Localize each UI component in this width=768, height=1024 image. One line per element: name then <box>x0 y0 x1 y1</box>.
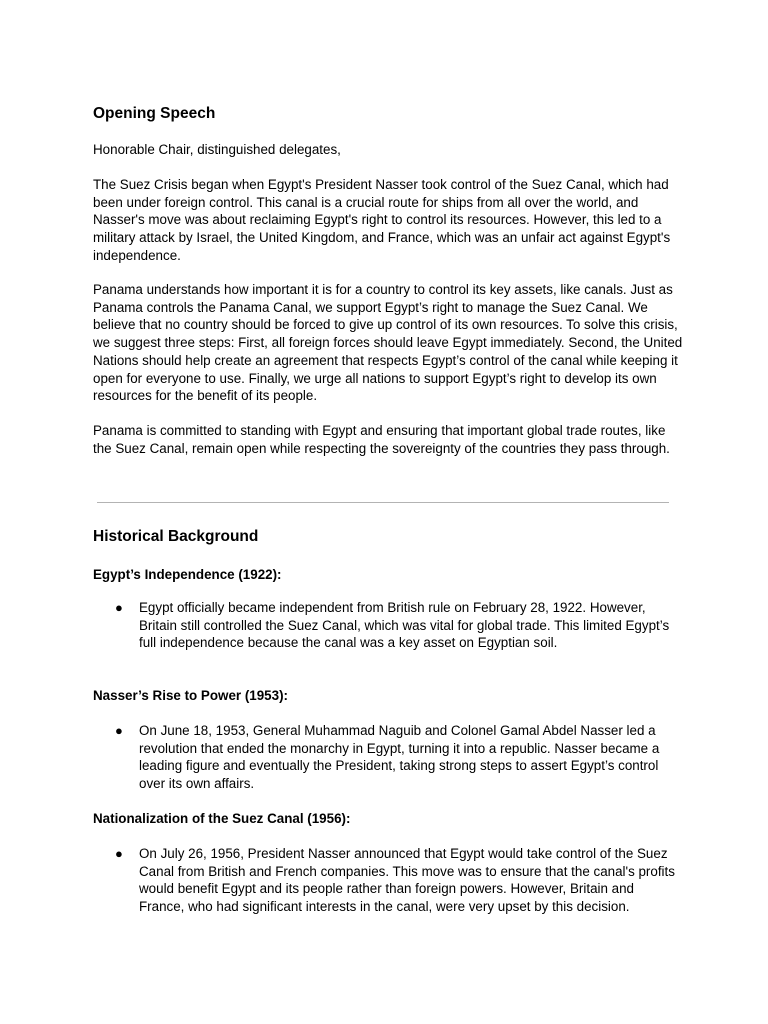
paragraph-panama-position: Panama understands how important it is for a country to control its key assets, like canals. Just as Panama controls the Panama Canal, we support Egypt’s right to manage the Suez Canal. We believe that no country should be forced to give up control of its own resources. To solve this crisis, we suggest three steps: First, all foreign forces should leave Egypt immediately. Second, the United Nations should help create an agreement that respects Egypt’s control of the canal while keeping it open for everyone to use. Finally, we urge all nations to support Egypt’s right to develop its own resources for the benefit of its people. <box>93 282 683 404</box>
subheading-nationalization: Nationalization of the Suez Canal (1956): <box>93 811 351 826</box>
list-item <box>115 845 675 916</box>
bullet-icon: ● <box>115 600 123 615</box>
subheading-egypt-independence: Egypt’s Independence (1922): <box>93 567 282 582</box>
list-item <box>115 599 675 652</box>
bullet-icon: ● <box>115 846 123 861</box>
salutation: Honorable Chair, distinguished delegates, <box>93 142 341 157</box>
list-item-text: Egypt officially became independent from British rule on February 28, 1922. However, Britain still controlled the Suez Canal, which was vital for global trade. This limited Egypt’s full independence because the canal was a key asset on Egyptian soil. <box>139 600 670 651</box>
list-item <box>115 722 675 793</box>
bullet-icon: ● <box>115 723 123 738</box>
horizontal-divider <box>97 502 669 503</box>
list-item-text: On July 26, 1956, President Nasser announced that Egypt would take control of the Suez Canal from British and French companies. This move was to ensure that the canal's profits would benefit Egypt and its people rather than foreign powers. However, Britain and France, who had significant interests in the canal, were very upset by this decision. <box>139 846 675 915</box>
subheading-nasser-rise: Nasser’s Rise to Power (1953): <box>93 688 288 703</box>
heading-historical-background: Historical Background <box>93 528 259 545</box>
heading-opening-speech: Opening Speech <box>93 105 216 122</box>
list-item-text: On June 18, 1953, General Muhammad Naguib and Colonel Gamal Abdel Nasser led a revolution that ended the monarchy in Egypt, turning it into a republic. Nasser became a leading figure and eventually the President, taking strong steps to assert Egypt’s control over its own affairs. <box>139 723 660 792</box>
paragraph-suez-crisis: The Suez Crisis began when Egypt's President Nasser took control of the Suez Canal, which had been under foreign control. This canal is a crucial route for ships from all over the world, and Nasser's move was about reclaiming Egypt's right to control its resources. However, this led to a military attack by Israel, the United Kingdom, and France, which was an unfair act against Egypt's independence. <box>93 177 671 263</box>
paragraph-panama-commitment: Panama is committed to standing with Egypt and ensuring that important global trade routes, like the Suez Canal, remain open while respecting the sovereignty of the countries they pass through. <box>93 423 670 456</box>
